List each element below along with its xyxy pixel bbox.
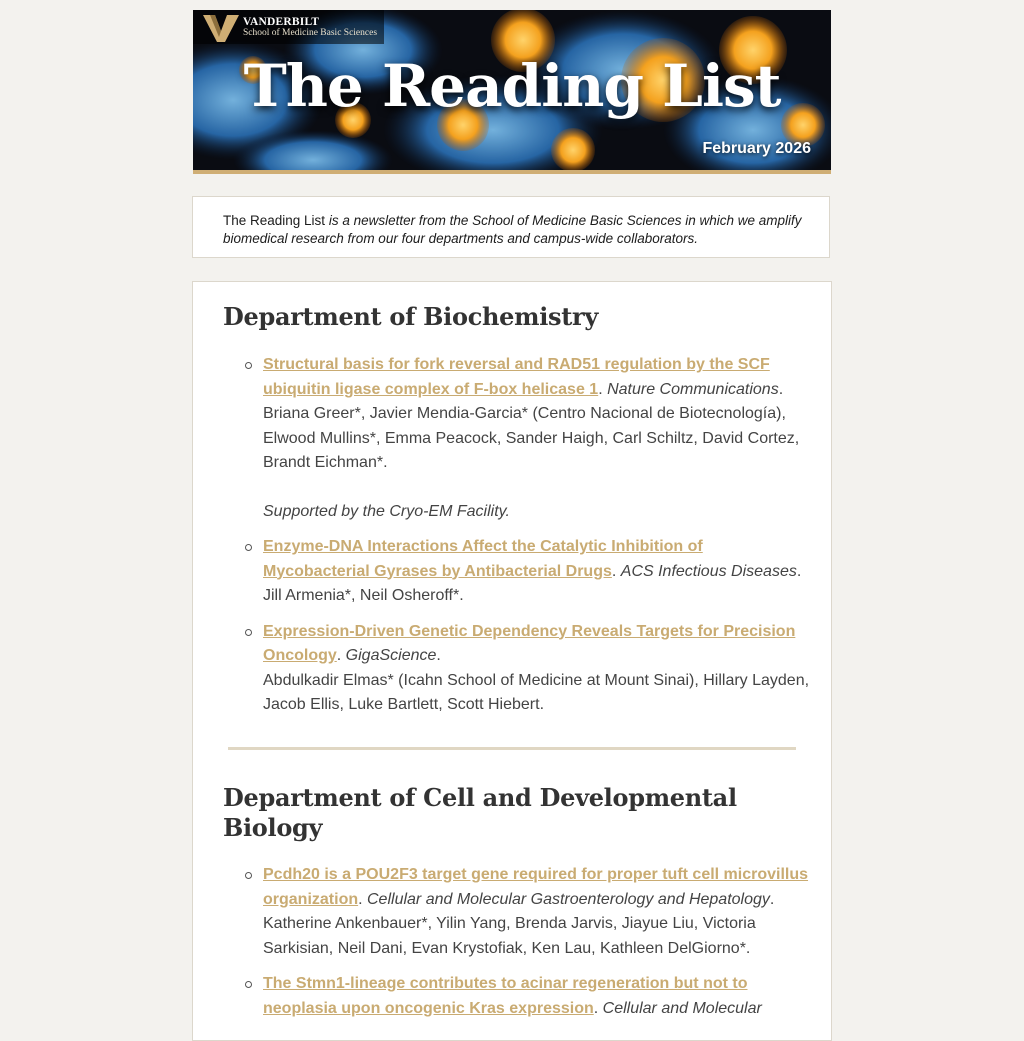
vanderbilt-logo[interactable]: [193, 10, 384, 44]
paper-authors: Jill Armenia*, Neil Osheroff*.: [263, 587, 464, 604]
paper-list: [263, 353, 813, 718]
paper-journal: Cellular and Molecular: [602, 999, 762, 1017]
paper-item: The Stmn1-lineage contributes to acinar regeneration but not to neoplasia upon oncogenic Kras expression. Cellular and Molecular: [263, 972, 813, 1021]
intro-description: is a newsletter from the School of Medicine Basic Sciences in which we amplify biomedical research from our four departments and campus-wide collaborators.: [223, 213, 802, 246]
issue-date: February 2026: [702, 140, 811, 157]
paper-item: Enzyme-DNA Interactions Affect the Catalytic Inhibition of Mycobacterial Gyrases by Antibacterial Drugs. ACS Infectious Diseases. Jill Armenia*, Neil Osheroff*.: [263, 535, 813, 609]
department-heading: Department of Cell and Developmental Biology: [223, 783, 737, 842]
paper-title-link[interactable]: The Stmn1-lineage contributes to acinar regeneration but not to neoplasia upon oncogenic Kras expression: [263, 975, 748, 1017]
intro-box: [192, 196, 830, 258]
paper-journal: ACS Infectious Diseases: [620, 562, 797, 580]
paper-item: Structural basis for fork reversal and RAD51 regulation by the SCF ubiquitin ligase complex of F-box helicase 1. Nature Communications. Briana Greer*, Javier Mendia-Garcia* (Centro Nacional de Biotecnología), Elwood Mullins*, Emma Peacock, Sander Haigh, Carl Schiltz, David Cortez, Brandt Eichman*. Supported by the Cryo-EM Facility.: [263, 353, 813, 524]
paper-title-link[interactable]: Expression-Driven Genetic Dependency Reveals Targets for Precision Oncology: [263, 622, 796, 664]
intro-newsletter-name: The Reading List: [223, 213, 326, 228]
paper-title-link[interactable]: Pcdh20 is a POU2F3 target gene required for proper tuft cell microvillus organization: [263, 866, 809, 908]
brand-name: VANDERBILT: [243, 16, 320, 28]
paper-journal: GigaScience: [345, 647, 437, 664]
main-content: [192, 281, 832, 1041]
bullet-icon: [245, 981, 252, 988]
paper-list: [263, 863, 813, 1021]
header-banner: [193, 10, 831, 170]
bullet-icon: [245, 872, 252, 879]
bullet-icon: [245, 629, 252, 636]
banner-accent-rule: [193, 170, 831, 174]
newsletter-title: The Reading List: [243, 52, 781, 120]
paper-item: Expression-Driven Genetic Dependency Reveals Targets for Precision Oncology. GigaScience. Abdulkadir Elmas* (Icahn School of Medicine at Mount Sinai), Hillary Layden, Jacob Ellis, Luke Bartlett, Scott Hiebert.: [263, 620, 813, 718]
paper-journal: Nature Communications: [607, 380, 779, 398]
department-heading: Department of Biochemistry: [223, 302, 599, 331]
paper-authors: Katherine Ankenbauer*, Yilin Yang, Brenda Jarvis, Jiayue Liu, Victoria Sarkisian, Neil Dani, Evan Krystofiak, Ken Lau, Kathleen DelGiorno*.: [263, 915, 756, 957]
section-divider: [228, 747, 796, 750]
paper-note: Supported by the Cryo-EM Facility.: [263, 502, 510, 520]
paper-journal: Cellular and Molecular Gastroenterology and Hepatology: [367, 890, 770, 908]
bullet-icon: [245, 362, 252, 369]
bullet-icon: [245, 544, 252, 551]
brand-subtitle: School of Medicine Basic Sciences: [243, 28, 378, 38]
paper-title-link[interactable]: Enzyme-DNA Interactions Affect the Catalytic Inhibition of Mycobacterial Gyrases by Antibacterial Drugs: [263, 538, 703, 580]
intro-text: [223, 212, 803, 248]
vanderbilt-v-icon: [201, 13, 241, 43]
paper-authors: Briana Greer*, Javier Mendia-Garcia* (Centro Nacional de Biotecnología), Elwood Mullins*, Emma Peacock, Sander Haigh, Carl Schiltz, David Cortez, Brandt Eichman*.: [263, 405, 800, 471]
paper-item: Pcdh20 is a POU2F3 target gene required for proper tuft cell microvillus organization. Cellular and Molecular Gastroenterology and Hepatology. Katherine Ankenbauer*, Yilin Yang, Brenda Jarvis, Jiayue Liu, Victoria Sarkisian, Neil Dani, Evan Krystofiak, Ken Lau, Kathleen DelGiorno*.: [263, 863, 813, 961]
paper-title-link[interactable]: Structural basis for fork reversal and RAD51 regulation by the SCF ubiquitin ligase complex of F-box helicase 1: [263, 356, 770, 398]
paper-authors: Abdulkadir Elmas* (Icahn School of Medicine at Mount Sinai), Hillary Layden, Jacob Ellis, Luke Bartlett, Scott Hiebert.: [263, 671, 810, 713]
